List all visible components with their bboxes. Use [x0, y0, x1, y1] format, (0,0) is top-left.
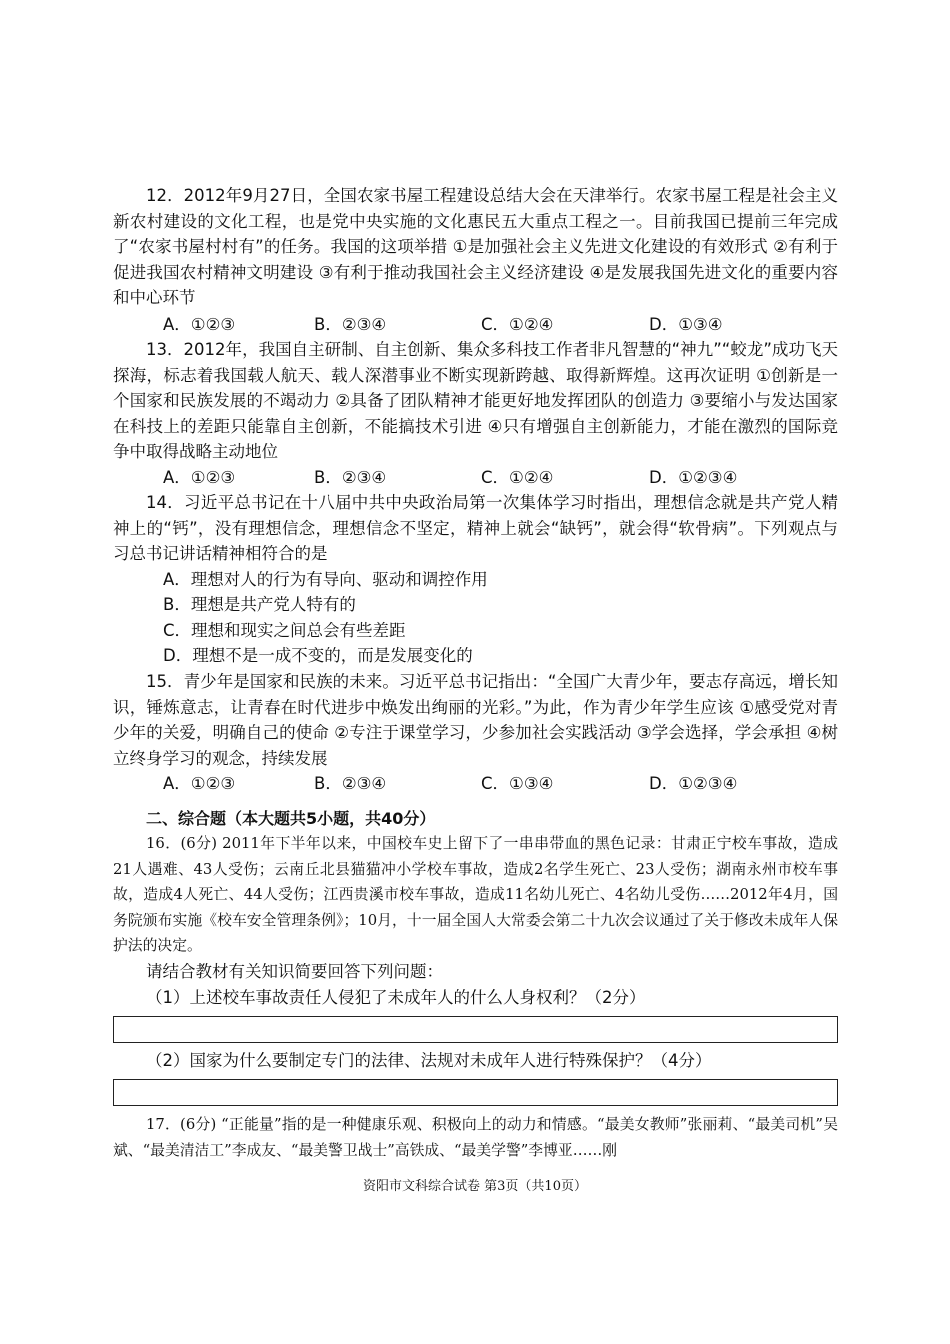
option-c: C．①③④	[481, 774, 554, 793]
question-15	[113, 669, 838, 771]
question-15-text: 15．青少年是国家和民族的未来。习近平总书记指出：“全国广大青少年，要志存高远，增长知识，锤炼意志，让青春在时代进步中焕发出绚丽的光彩。”为此，作为青少年学生应该 ①感受党对青少年的关爱，明确自己的使命 ②专注于课堂学习，少参加社会实践活动 ③学会选择，学会承担 ④树立终身学习的观念，持续发展	[113, 672, 838, 768]
option-c: C．理想和现实之间总会有些差距	[163, 621, 406, 640]
option-d: D．理想不是一成不变的，而是发展变化的	[163, 646, 473, 665]
question-16-sub2: （2）国家为什么要制定专门的法律、法规对未成年人进行特殊保护？（4分）	[146, 1051, 712, 1070]
question-12	[113, 183, 838, 311]
option-b: B．理想是共产党人特有的	[163, 595, 356, 614]
option-b: B．②③④	[314, 468, 387, 487]
answer-box-1[interactable]	[113, 1016, 838, 1043]
question-16	[113, 831, 838, 959]
question-16-prompt: 请结合教材有关知识简要回答下列问题：	[146, 962, 443, 981]
option-b: B．②③④	[314, 315, 387, 334]
question-17-text: 17．(6分) “正能量”指的是一种健康乐观、积极向上的动力和情感。“最美女教师”张丽莉、“最美司机”吴斌、“最美清洁工”李成友、“最美警卫战士”高铁成、“最美学警”李博亚……刚	[113, 1116, 838, 1159]
option-b: B．②③④	[314, 774, 387, 793]
option-d: D．①②③④	[649, 774, 738, 793]
option-d: D．①②③④	[649, 468, 738, 487]
question-12-text: 12．2012年9月27日，全国农家书屋工程建设总结大会在天津举行。农家书屋工程是社会主义新农村建设的文化工程，也是党中央实施的文化惠民五大重点工程之一。目前我国已提前三年完成了“农家书屋村村有”的任务。我国的这项举措 ①是加强社会主义先进文化建设的有效形式 ②有利于促进我国农村精神文明建设 ③有利于推动我国社会主义经济建设 ④是发展我国先进文化的重要内容和中心环节	[113, 186, 838, 308]
option-a: A．①②③	[163, 315, 236, 334]
option-a: A．①②③	[163, 774, 236, 793]
question-17	[113, 1112, 838, 1163]
question-13-text: 13．2012年，我国自主研制、自主创新、集众多科技工作者非凡智慧的“神九”“蛟龙”成功飞天探海，标志着我国载人航天、载人深潜事业不断实现新跨越、取得新辉煌。这再次证明 ①创新是一个国家和民族发展的不竭动力 ②具备了团队精神才能更好地发挥团队的创造力 ③要缩小与发达国家在科技上的差距只能靠自主创新，不能搞技术引进 ④只有增强自主创新能力，才能在激烈的国际竞争中取得战略主动地位	[113, 340, 838, 462]
question-14-text: 14．习近平总书记在十八届中共中央政治局第一次集体学习时指出，理想信念就是共产党人精神上的“钙”，没有理想信念，理想信念不坚定，精神上就会“缺钙”，就会得“软骨病”。下列观点与习总书记讲话精神相符合的是	[113, 493, 838, 564]
option-d: D．①③④	[649, 315, 723, 334]
option-c: C．①②④	[481, 468, 554, 487]
question-14	[113, 490, 838, 567]
question-13	[113, 337, 838, 465]
section-heading: 二、综合题（本大题共5小题，共40分）	[146, 809, 436, 828]
option-a: A．①②③	[163, 468, 236, 487]
option-c: C．①②④	[481, 315, 554, 334]
question-16-text: 16．(6分) 2011年下半年以来，中国校车史上留下了一串串带血的黑色记录：甘肃正宁校车事故，造成21人遇难、43人受伤；云南丘北县猫猫冲小学校车事故，造成2名学生死亡、23人受伤；湖南永州市校车事故，造成4人死亡、44人受伤；江西贵溪市校车事故，造成11名幼儿死亡、4名幼儿受伤……2012年4月，国务院颁布实施《校车安全管理条例》；10月，十一届全国人大常委会第二十九次会议通过了关于修改未成年人保护法的决定。	[113, 835, 838, 955]
answer-box-2[interactable]	[113, 1079, 838, 1106]
option-a: A．理想对人的行为有导向、驱动和调控作用	[163, 570, 488, 589]
question-16-sub1: （1）上述校车事故责任人侵犯了未成年人的什么人身权利？（2分）	[146, 988, 646, 1007]
page-footer: 资阳市文科综合试卷 第3页（共10页）	[363, 1179, 587, 1194]
